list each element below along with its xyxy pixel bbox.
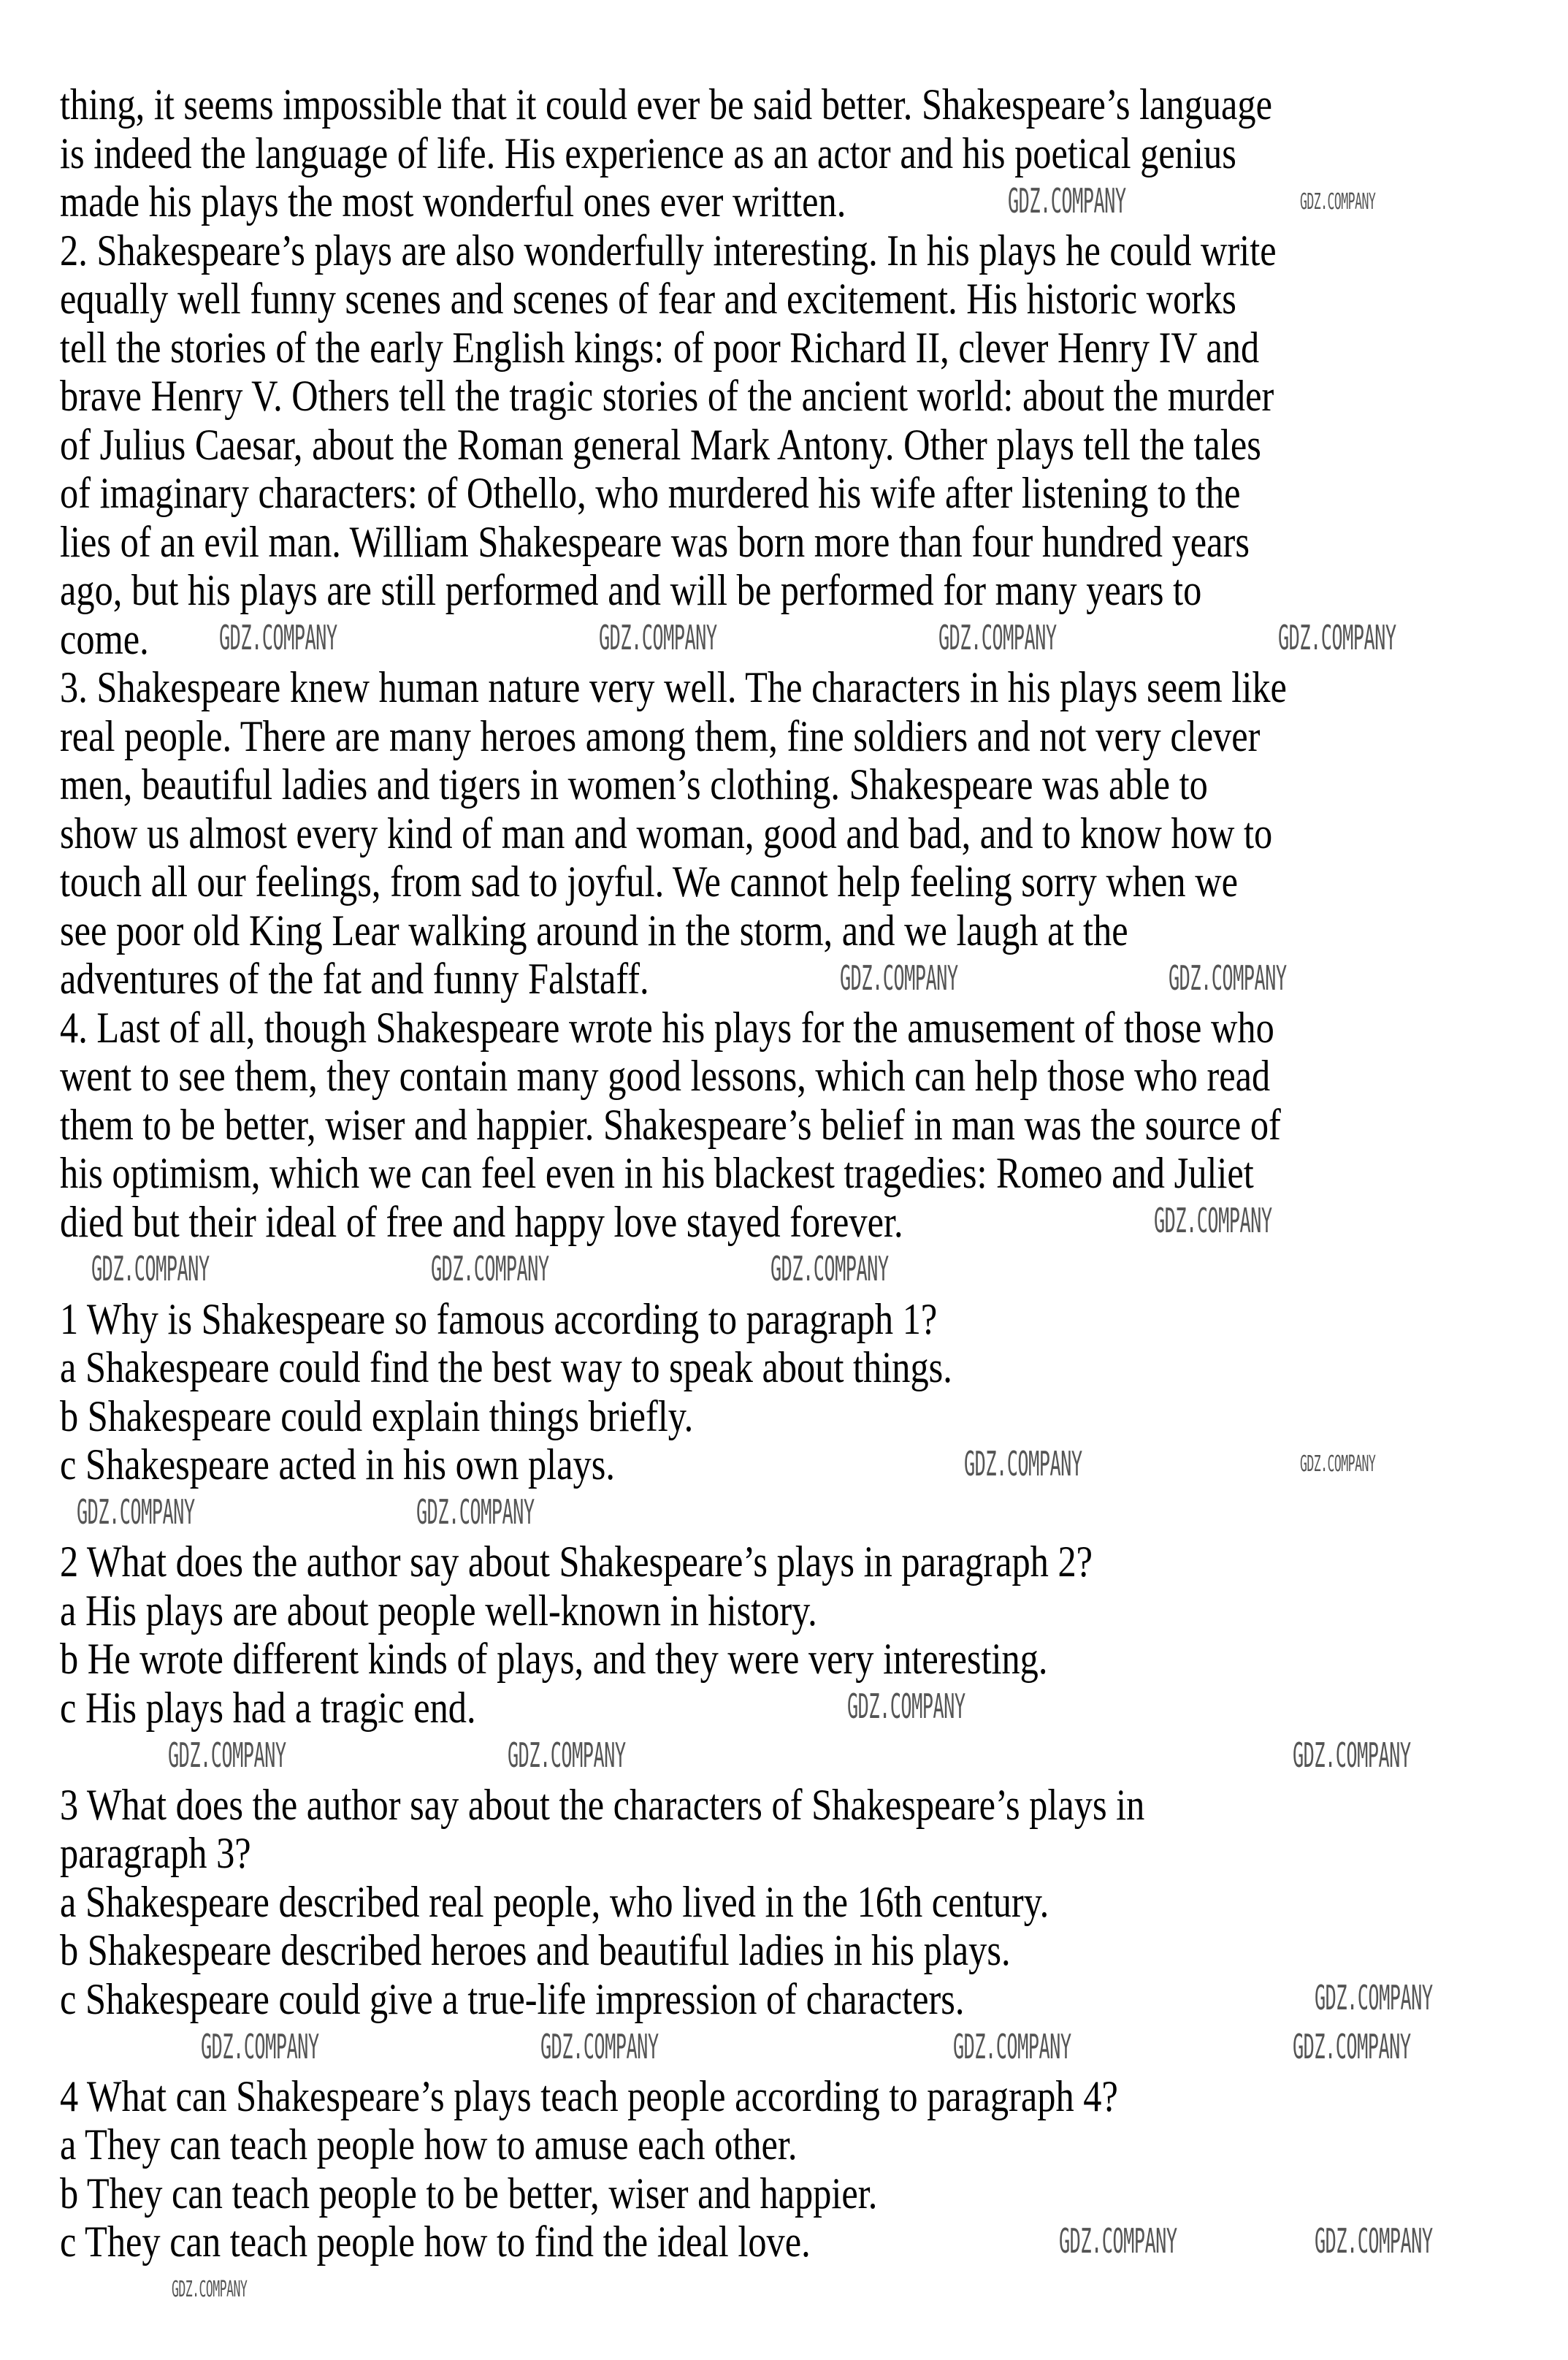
watermark: GDZ.COMPANY <box>1154 1201 1272 1240</box>
watermark: GDZ.COMPANY <box>416 1492 535 1532</box>
answer-option: c Shakespeare could give a true-life impression of characters. <box>60 1974 965 2023</box>
answer-option: a Shakespeare could find the best way to speak about things. <box>60 1343 952 1391</box>
passage-line: went to see them, they contain many good lessons, which can help those who read <box>60 1052 1271 1100</box>
reading-passage <box>60 80 1568 1246</box>
answer-option: a Shakespeare described real people, who lived in the 16th century. <box>60 1877 1049 1926</box>
question-text: paragraph 3? <box>60 1829 251 1877</box>
passage-line: see poor old King Lear walking around in the storm, and we laugh at the <box>60 906 1128 955</box>
watermark: GDZ.COMPANY <box>77 1492 195 1532</box>
passage-line: tell the stories of the early English kings: of poor Richard II, clever Henry IV and <box>60 323 1260 372</box>
watermark: GDZ.COMPANY <box>508 1735 626 1775</box>
watermark: GDZ.COMPANY <box>201 2027 319 2066</box>
watermark: GDZ.COMPANY <box>168 1735 286 1775</box>
passage-line: is indeed the language of life. His experience as an actor and his poetical genius <box>60 129 1236 177</box>
watermark: GDZ.COMPANY <box>847 1687 965 1726</box>
watermark: GDZ.COMPANY <box>219 618 337 657</box>
passage-line: ago, but his plays are still performed and will be performed for many years to <box>60 566 1202 614</box>
watermark: GDZ.COMPANY <box>1293 2027 1411 2066</box>
passage-line: adventures of the fat and funny Falstaff. <box>60 955 649 1003</box>
watermark: GDZ.COMPANY <box>1300 1451 1376 1477</box>
watermark: GDZ.COMPANY <box>964 1444 1082 1483</box>
passage-line: men, beautiful ladies and tigers in women’s clothing. Shakespeare was able to <box>60 760 1208 809</box>
passage-line: his optimism, which we can feel even in his blackest tragedies: Romeo and Juliet <box>60 1149 1254 1197</box>
passage-line: them to be better, wiser and happier. Shakespeare’s belief in man was the source of <box>60 1100 1281 1149</box>
passage-line: of Julius Caesar, about the Roman general Mark Antony. Other plays tell the tales <box>60 420 1261 469</box>
passage-line: equally well funny scenes and scenes of fear and excitement. His historic works <box>60 275 1236 323</box>
question-text: 1 Why is Shakespeare so famous according to paragraph 1? <box>60 1294 938 1343</box>
answer-option: a His plays are about people well-known in history. <box>60 1586 817 1635</box>
watermark: GDZ.COMPANY <box>1315 2221 1433 2261</box>
watermark: GDZ.COMPANY <box>1315 1978 1433 2017</box>
answer-option: b They can teach people to be better, wiser and happier. <box>60 2169 878 2218</box>
document-page <box>60 80 1568 2267</box>
passage-line: died but their ideal of free and happy love stayed forever. <box>60 1197 903 1246</box>
watermark: GDZ.COMPANY <box>172 2277 248 2302</box>
passage-line: of imaginary characters: of Othello, who murdered his wife after listening to the <box>60 469 1241 517</box>
blank-line <box>60 1489 1568 1538</box>
answer-option: c Shakespeare acted in his own plays. <box>60 1440 615 1489</box>
answer-option: b Shakespeare could explain things briefly. <box>60 1391 694 1440</box>
watermark: GDZ.COMPANY <box>1293 1735 1411 1775</box>
answer-option: b Shakespeare described heroes and beautiful ladies in his plays. <box>60 1926 1011 1974</box>
watermark: GDZ.COMPANY <box>540 2027 659 2066</box>
watermark: GDZ.COMPANY <box>840 958 958 998</box>
passage-line: made his plays the most wonderful ones ever written. <box>60 177 846 226</box>
passage-line: 2. Shakespeare’s plays are also wonderfully interesting. In his plays he could write <box>60 226 1277 275</box>
question-text: 4 What can Shakespeare’s plays teach people according to paragraph 4? <box>60 2071 1118 2120</box>
question-text: 3 What does the author say about the characters of Shakespeare’s plays in <box>60 1780 1145 1829</box>
watermark: GDZ.COMPANY <box>1008 181 1126 221</box>
question-2 <box>60 1538 1568 1732</box>
watermark: GDZ.COMPANY <box>91 1249 210 1288</box>
passage-line: touch all our feelings, from sad to joyful. We cannot help feeling sorry when we <box>60 858 1238 906</box>
watermark: GDZ.COMPANY <box>1169 958 1287 998</box>
watermark: GDZ.COMPANY <box>1300 189 1376 215</box>
passage-line: come. <box>60 614 149 663</box>
watermark: GDZ.COMPANY <box>1278 618 1396 657</box>
answer-option: c They can teach people how to find the ideal love. <box>60 2218 811 2266</box>
watermark: GDZ.COMPANY <box>599 618 717 657</box>
watermark: GDZ.COMPANY <box>1059 2221 1177 2261</box>
passage-line: 4. Last of all, though Shakespeare wrote his plays for the amusement of those who <box>60 1003 1274 1052</box>
answer-option: c His plays had a tragic end. <box>60 1683 476 1732</box>
answer-option: b He wrote different kinds of plays, and they were very interesting. <box>60 1635 1048 1683</box>
watermark: GDZ.COMPANY <box>431 1249 549 1288</box>
passage-line: lies of an evil man. William Shakespeare was born more than four hundred years <box>60 517 1250 566</box>
watermark: GDZ.COMPANY <box>770 1249 889 1288</box>
watermark: GDZ.COMPANY <box>953 2027 1071 2066</box>
passage-line: brave Henry V. Others tell the tragic stories of the ancient world: about the murder <box>60 372 1274 420</box>
answer-option: a They can teach people how to amuse each other. <box>60 2120 798 2169</box>
passage-line: 3. Shakespeare knew human nature very well. The characters in his plays seem like <box>60 663 1287 711</box>
passage-line: real people. There are many heroes among them, fine soldiers and not very clever <box>60 711 1261 760</box>
passage-line: thing, it seems impossible that it could ever be said better. Shakespeare’s language <box>60 80 1272 129</box>
watermark: GDZ.COMPANY <box>938 618 1057 657</box>
question-text: 2 What does the author say about Shakespeare’s plays in paragraph 2? <box>60 1538 1093 1586</box>
passage-line: show us almost every kind of man and woman, good and bad, and to know how to <box>60 809 1273 858</box>
